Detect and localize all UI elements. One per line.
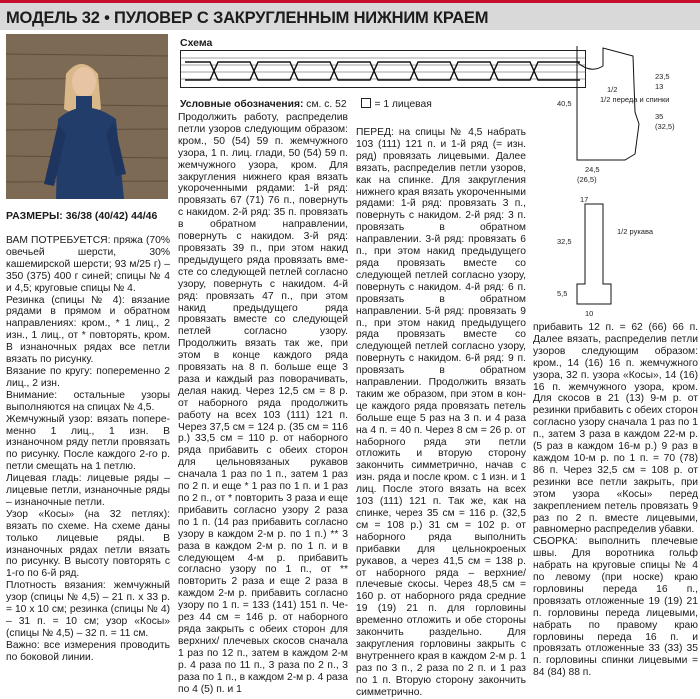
dim-neck: 23,5 (655, 72, 670, 81)
legend (180, 98, 432, 110)
paragraph: ПЕРЕД: на спицы № 4,5 набрать 103 (111) 121 п. и 1-й ряд (= изн. ряд) провязать лицевыми. Далее вязать, распределив петли узоров, как на спинке. Для закругления нижнего края вязать укороченными рядами: 1-й ряд: провязать 3 п., повернуть с накидом. 2-й ряд: 3 п. провязать в обратном направлении. 3-й ряд: провязать 6 п., при этом накид предыдущего ряда провязать вместе со следующей петлей согласно узору, повернуть с накидом. 4-й ряд: 6 п. провязать в обратном направлении. 5-й ряд: провязать 9 п., при этом накид предыдущего ряда провязать вместе со следующей петлей согласно узору, повернуть с накидом. 6-й ряд: 9 п. провязать в обратном направлении. Продолжить вязать таким же образом, при этом в конце каждого ряда провязать петель больше еще 5 раз на 3 п. и 4 раза на 4 п. = 40 п. Через 8 см = 26 р. от наборного ряда эти петли отложить и вторую сторону закончить симметрично, начав с изн. ряда и после кром. с 1 изн. и 1 лиц. После этого вязать на всех 103 (111) 121 п. Так же, как на спинке, через 35 см = 116 р. (32,5 см = 108 р.) 31 см = 102 р. от наборного ряда выполнить прибавки для цельнокроеных рукавов, а через 41,5 см = 138 р. от наборного ряда – верхние/плечевые скосы. Через 48,5 см = 160 р. от наборного ряда средние 19 (19) 21 п. для горловины временно отложить и обе стороны закончить раздельно. Для закругления горловины закрыть с внутреннего края в каждом 2-м р. 1 раз по 3 п., 2 раза по 2 п. и 1 раз по 1 п. Вторую сторону закончить симметрично. (356, 127, 526, 698)
paragraph: Вязание по кругу: попеременно 2 лиц., 2 изн. (6, 365, 170, 389)
dim-slb: 5,5 (557, 289, 568, 298)
schema-title: Схема (180, 37, 213, 49)
column-1 (6, 235, 170, 665)
column-3 (356, 127, 526, 698)
page-title-bar (0, 0, 700, 30)
dim-sw: 35 (655, 112, 664, 121)
paragraph: Плотность вязания: жемчужный узор (спицы № 4,5) – 21 п. х 33 р. = 10 х 10 см; резинка (спицы № 4) – 31 п. = 10 см; узор «Косы» (спицы № 4,5) – 32 п. = 11 см. (6, 580, 170, 639)
schematic-diagram (555, 34, 700, 324)
sizes-heading: РАЗМЕРЫ: 36/38 (40/42) 44/46 (6, 210, 158, 222)
paragraph: прибавить 12 п. = 62 (66) 66 п. Далее вязать, распределив петли узоров следующим образом: кром., 14 (16) 16 п. жемчужного узора, 32 п. узора «Косы», 14 (16) 16 п. жемчужного узора, кром. Для скосов в 21 (13) 9-м р. от резинки прибавить с обеих сторон согласно узору сначала 1 раз по 1 п., затем 3 раза в каждом 22-м р. (5 раз в каждом 16-м р.) 9 раз в каждом 10-м р. по 1 п. = 70 (78) 86 п. Через 32,5 см = 108 р. от резинки все петли закрыть, при этом узора «Косы» перед закреплением петель провязать 9 раз по 2 п. вместе лицевыми, равномерно распределив убавки. (533, 322, 698, 536)
model-photo (6, 34, 168, 199)
legend-prefix: Условные обозначения: (180, 99, 304, 110)
dim-sw2: (32,5) (655, 122, 675, 131)
body-label-2: 1/2 переда и спинки (600, 95, 670, 104)
dim-bottom2: (26,5) (577, 175, 597, 184)
paragraph: Продолжить работу, распределив петли узоров следующим образом: кром., 50 (54) 59 п. жемчужного узора, 1 п. лиц. глади, 50 (54) 59 п. жемчужного узора, кром. Для закругления нижнего края вязать укороченными рядами: 1-й ряд: провязать 67 (71) 76 п., повернуть с накидом. 2-й ряд: 35 п. провязать в обратном направлении, повернуть с накидом. 3-й ряд: провязать 39 п., при этом накид предыдущего ряда провязать вместе со следующей петлей согласно узору, повернуть с накидом. 4-й ряд: провязать 47 п., при этом накид предыдущего ряда провязать вместе со следующей петлей согласно узору. Продолжить вязать так же, при этом в конце каждого ряда провязать на 8 п. больше еще 3 раза и каждый раз поворачивать, делая накид. Через 12,5 см = 8 р. от наборного ряда продолжить работу на всех 103 (111) 121 п. Через 37,5 см = 124 р. (35 см = 116 р.) 33,5 см = 110 р. от наборного ряда прибавить с обеих сторон для цельновязаных рукавов сначала 1 раз по 1 п., затем 1 раз по 2 п. и еще * 1 раз по 1 п. и 1 раз по 2 п., от * повторить 3 раза и еще прибавить согласно узору 2 раза по 1 п. (14 раз прибавить согласно узору в каждом 2-м р. по 1 п.) ** 3 раза в каждом 2-м р. по 1 п. и в следующем 4-м р. прибавить согласно узору по 1 п., от ** повторить 2 раза и еще 2 раза в каждом 2-м р. прибавить согласно узору по 1 п. = 133 (141) 151 п. Через 44 см = 146 р. от наборного ряда закрыть с обеих сторон для верхних/ плечевых скосов сначала 1 раз по 12 п., затем в каждом 2-м р. 4 раза по 11 п., 3 раза по 2 п., 3 раза по 1 п., в каждом 2-м р. 4 раза по 4 (5) п. и 1 (178, 112, 348, 695)
paragraph: Жемчужный узор: вязать попеременно 1 лиц., 1 изн. В изнаночном ряду петли провязать по рисунку. После каждого 2-го р. петли смещать на 1 петлю. (6, 413, 170, 473)
cable-chart (180, 50, 586, 88)
paragraph: Внимание: остальные узоры выполняются на спицах № 4,5. (6, 389, 170, 413)
page-title: МОДЕЛЬ 32 • ПУЛОВЕР С ЗАКРУГЛЕННЫМ НИЖНИМ КРАЕМ (6, 9, 489, 27)
dim-slh: 32,5 (557, 237, 572, 246)
paragraph: Резинка (спицы № 4): вязание рядами в прямом и обратном направлениях: кром., * 1 лиц., 2 изн., 1 лиц., от * повторять, кром. В изнаночных рядах все петли вязать по рисунку. (6, 294, 170, 366)
knit-stitch-symbol (361, 98, 371, 108)
column-2 (178, 112, 348, 695)
legend-ref: см. с. 52 (306, 99, 347, 110)
dim-sl1: 17 (580, 195, 589, 204)
legend-item: = 1 лицевая (374, 99, 432, 110)
body-label: 1/2 (607, 85, 618, 94)
dim-h1: 13 (655, 82, 664, 91)
paragraph: Лицевая гладь: лицевые ряды – лицевые петли, изнаночные ряды – изнаночные петли. (6, 473, 170, 508)
dim-bottom: 24,5 (585, 165, 600, 174)
dim-side: 40,5 (557, 99, 572, 108)
paragraph: СБОРКА: выполнить плечевые швы. Для воротника гольф набрать на круговые спицы № 4 по левому (при носке) краю горловины переда 16 п., провязать отложенные 19 (19) 21 п. горловины переда лицевыми, набрать по правому краю горловины переда 16 п. и провязать отложенные 33 (33) 35 п. горловины спинки лицевыми = 84 (84) 88 п. (533, 536, 698, 679)
paragraph: ВАМ ПОТРЕБУЕТСЯ: пряжа (70% овечьей шерсти, 30% кашемирской шерсти; 93 м/25 г) – 350 (375) 400 г синей; спицы № 4 и 4,5; круговые спицы № 4. (6, 235, 170, 294)
paragraph: Важно: все измерения проводить по боковой линии. (6, 639, 170, 663)
paragraph: Узор «Косы» (на 32 петлях): вязать по схеме. На схеме даны только лицевые ряды. В изнаночных рядах петли вязать по рисунку. В высоту повторять с 1-го по 6-й ряд. (6, 508, 170, 580)
column-4 (533, 322, 698, 679)
sleeve-label: 1/2 рукава (617, 227, 654, 236)
dim-cuff: 10 (585, 309, 594, 318)
